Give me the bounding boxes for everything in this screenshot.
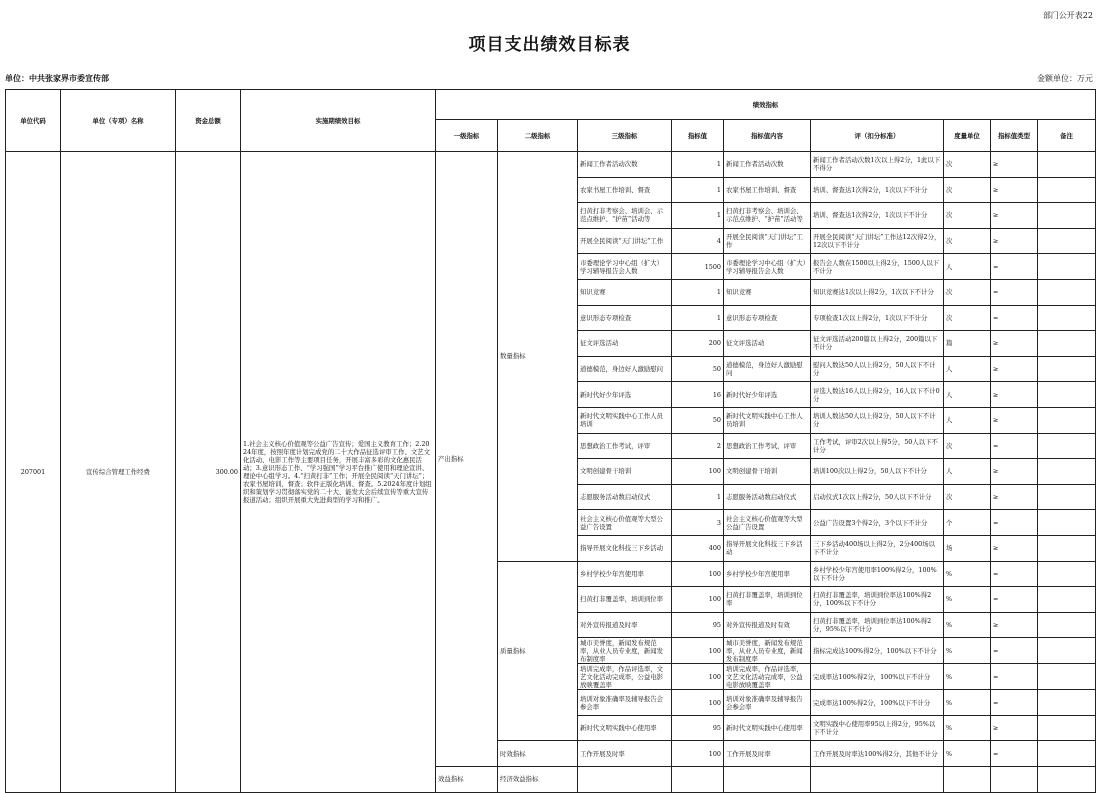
indicator-value-cell: 2	[672, 433, 724, 459]
project-name-cell: 宣传综合管理工作经费	[61, 152, 176, 793]
indicator-content-cell: 培训对象准确率及辅导报告会参会率	[724, 690, 811, 716]
value-type-cell: ≥	[991, 612, 1038, 638]
indicator-value-cell: 1500	[672, 254, 724, 280]
value-type-cell: ≥	[991, 407, 1038, 433]
level3-indicator-cell: 意识形态专项检查	[578, 305, 672, 331]
value-type-cell: =	[991, 587, 1038, 613]
indicator-content-cell: 扫黄打非考察会、培训会、示范点维护、“护苗”活动等	[724, 203, 811, 229]
indicator-content-cell: 知识竞赛	[724, 279, 811, 305]
indicator-value-cell: 100	[672, 690, 724, 716]
measure-unit-cell: 次	[944, 177, 991, 203]
level3-indicator-cell: 对外宣传报道及时率	[578, 612, 672, 638]
level2-economic-cell: 经济效益指标	[498, 767, 578, 793]
remarks-cell	[1038, 767, 1096, 793]
indicator-content-cell: 思想政治工作考试，评审	[724, 433, 811, 459]
level3-indicator-cell: 扫黄打非考察会、培训会、示范点维护、“护苗”活动等	[578, 203, 672, 229]
remarks-cell	[1038, 561, 1096, 587]
level3-indicator-cell: 道德模范，身边好人激励慰问	[578, 356, 672, 382]
value-type-cell: ≥	[991, 356, 1038, 382]
level2-timeliness-cell: 时效指标	[498, 741, 578, 767]
measure-unit-cell	[944, 767, 991, 793]
remarks-cell	[1038, 638, 1096, 664]
remarks-cell	[1038, 587, 1096, 613]
level3-indicator-cell: 培训完成率，作品评选率，文艺文化活动完成率，公益电影放映覆盖率	[578, 664, 672, 690]
scoring-standard-cell: 启动仪式1次以上得2分，50人以下不计分	[811, 484, 944, 510]
indicator-content-cell: 新闻工作者活动次数	[724, 152, 811, 178]
remarks-cell	[1038, 152, 1096, 178]
indicator-content-cell: 道德模范，身边好人激励慰问	[724, 356, 811, 382]
measure-unit-cell: 次	[944, 433, 991, 459]
money-unit-label: 金额单位：万元	[1037, 74, 1093, 83]
scoring-standard-cell: 培训、督查达1次得2分，1次以下不计分	[811, 177, 944, 203]
indicator-value-cell: 1	[672, 203, 724, 229]
indicator-value-cell: 4	[672, 228, 724, 254]
scoring-standard-cell: 专项检查1次以上得2分，1次以下不计分	[811, 305, 944, 331]
header-value-content: 指标值内容	[724, 120, 811, 152]
scoring-standard-cell: 征文评选活动200篇以上得2分，200篇以下不计分	[811, 331, 944, 357]
scoring-standard-cell: 评选人数达16人以上得2分，16人以下不计0分	[811, 382, 944, 408]
measure-unit-cell: 次	[944, 152, 991, 178]
measure-unit-cell: %	[944, 561, 991, 587]
scoring-standard-cell: 知识竞赛达1次以上得2分，1次以下不计分	[811, 279, 944, 305]
level3-indicator-cell: 新时代好少年评选	[578, 382, 672, 408]
scoring-standard-cell: 新闻工作者活动次数1次以上得2分，1此以下不得分	[811, 152, 944, 178]
level2-quality-cell: 质量指标	[498, 561, 578, 741]
indicator-content-cell: 市委理论学习中心组（扩大）学习辅导报告会人数	[724, 254, 811, 280]
scoring-standard-cell: 公益广告设置3个得2分，3个以下不计分	[811, 510, 944, 536]
indicator-content-cell: 农家书屋工作培训、督查	[724, 177, 811, 203]
measure-unit-cell: %	[944, 741, 991, 767]
indicator-content-cell: 新时代好少年评选	[724, 382, 811, 408]
level3-indicator-cell	[578, 767, 672, 793]
level3-indicator-cell: 农家书屋工作培训、督查	[578, 177, 672, 203]
indicator-value-cell: 1	[672, 177, 724, 203]
level3-indicator-cell: 新闻工作者活动次数	[578, 152, 672, 178]
level3-indicator-cell: 知识竞赛	[578, 279, 672, 305]
value-type-cell: ≥	[991, 484, 1038, 510]
scoring-standard-cell: 完成率达100%得2分，100%以下不计分	[811, 690, 944, 716]
level3-indicator-cell: 新时代文明实践中心使用率	[578, 715, 672, 741]
remarks-cell	[1038, 690, 1096, 716]
indicator-value-cell: 100	[672, 638, 724, 664]
remarks-cell	[1038, 664, 1096, 690]
remarks-cell	[1038, 741, 1096, 767]
remarks-cell	[1038, 382, 1096, 408]
remarks-cell	[1038, 612, 1096, 638]
measure-unit-cell: 个	[944, 510, 991, 536]
level2-quantity-cell: 数量指标	[498, 152, 578, 562]
indicator-content-cell: 志愿服务活动数启动仪式	[724, 484, 811, 510]
level3-indicator-cell: 开展全民阅读“天门讲坛”工作	[578, 228, 672, 254]
remarks-cell	[1038, 279, 1096, 305]
level3-indicator-cell: 征文评选活动	[578, 331, 672, 357]
header-value-type: 指标值类型	[991, 120, 1038, 152]
header-scoring: 评（扣分标准）	[811, 120, 944, 152]
indicator-value-cell: 95	[672, 715, 724, 741]
value-type-cell: =	[991, 741, 1038, 767]
remarks-cell	[1038, 484, 1096, 510]
value-type-cell: =	[991, 254, 1038, 280]
indicator-value-cell: 50	[672, 356, 724, 382]
level3-indicator-cell: 工作开展及时率	[578, 741, 672, 767]
value-type-cell: =	[991, 638, 1038, 664]
indicator-value-cell: 1	[672, 152, 724, 178]
scoring-standard-cell: 工作开展及时率达100%得2分，其他不计分	[811, 741, 944, 767]
scoring-standard-cell: 培训、督查达1次得2分，1次以下不计分	[811, 203, 944, 229]
table-row	[6, 152, 1096, 178]
measure-unit-cell: 人	[944, 459, 991, 485]
scoring-standard-cell: 培训人数达50人以上得2分，50人以下不计分	[811, 407, 944, 433]
measure-unit-cell: 次	[944, 279, 991, 305]
indicator-value-cell	[672, 767, 724, 793]
indicator-value-cell: 1	[672, 484, 724, 510]
value-type-cell: ≥	[991, 382, 1038, 408]
remarks-cell	[1038, 433, 1096, 459]
remarks-cell	[1038, 407, 1096, 433]
value-type-cell: ≥	[991, 535, 1038, 561]
level3-indicator-cell: 志愿服务活动数启动仪式	[578, 484, 672, 510]
indicator-value-cell: 16	[672, 382, 724, 408]
scoring-standard-cell: 扫黄打非覆盖率，培训到位率达100%得2分，95%以下不计分	[811, 612, 944, 638]
measure-unit-cell: %	[944, 715, 991, 741]
scoring-standard-cell: 开展全民阅读“天门讲坛”工作达12次得2分，12次以下不计分	[811, 228, 944, 254]
measure-unit-cell: 次	[944, 484, 991, 510]
header-target: 实施期绩效目标	[241, 90, 436, 152]
target-text-cell: 1.社会主义核心价值观等公益广告宣传；爱国主义教育工作；2.2024年度，按照年度计划完成党的二十大作品征选评审工作、文艺文化活动、电影工作等主要项目任务，开展丰富多彩的文化惠民活动；3.意识形态工作、“学习强国”学习平台推广使用和理论宣讲、理论中心组学习。4.“扫黄打非”工作；开展全民阅读“天门讲坛”；农家书屋培训、督查；软件正版化培训、督查。5.2024年度计划组织和策划学习贯彻落实党的二十大、能发大会后续宣传等重大宣传报道活动；组织开展重大先进典型的学习和推广。	[241, 152, 436, 793]
measure-unit-cell: 次	[944, 203, 991, 229]
measure-unit-cell: 次	[944, 228, 991, 254]
indicator-content-cell: 指导开展文化科技三下乡活动	[724, 535, 811, 561]
remarks-cell	[1038, 535, 1096, 561]
indicator-content-cell: 社会主义核心价值观等大型公益广告设置	[724, 510, 811, 536]
indicator-content-cell: 扫黄打非覆盖率，培训到位率	[724, 587, 811, 613]
level1-output-cell: 产出指标	[436, 152, 498, 767]
scoring-standard-cell: 文明实践中心使用率95以上得2分，95%以下不计分	[811, 715, 944, 741]
indicator-content-cell: 征文评选活动	[724, 331, 811, 357]
level1-benefit-cell: 效益指标	[436, 767, 498, 793]
scoring-standard-cell: 三下乡活动400场以上得2分，2分400场以下不计分	[811, 535, 944, 561]
scoring-standard-cell: 报告会人数在1500以上得2分，1500人以下不计分	[811, 254, 944, 280]
scoring-standard-cell: 工作考试，评审2次以上得5分，50人以下不计分	[811, 433, 944, 459]
value-type-cell: =	[991, 561, 1038, 587]
level3-indicator-cell: 社会主义核心价值观等大型公益广告设置	[578, 510, 672, 536]
indicator-value-cell: 50	[672, 407, 724, 433]
value-type-cell: =	[991, 433, 1038, 459]
indicator-value-cell: 100	[672, 664, 724, 690]
level3-indicator-cell: 指导开展文化科技三下乡活动	[578, 535, 672, 561]
scoring-standard-cell: 完成率达100%得2分，100%以下不计分	[811, 664, 944, 690]
remarks-cell	[1038, 177, 1096, 203]
value-type-cell: =	[991, 510, 1038, 536]
header-unit-code: 单位代码	[6, 90, 61, 152]
remarks-cell	[1038, 305, 1096, 331]
indicator-content-cell: 对外宣传报道及时有效	[724, 612, 811, 638]
indicator-content-cell: 开展全民阅读“天门讲坛”工作	[724, 228, 811, 254]
unit-label: 单位：中共张家界市委宣传部	[5, 73, 109, 83]
indicator-value-cell: 100	[672, 561, 724, 587]
value-type-cell: =	[991, 664, 1038, 690]
value-type-cell: ≥	[991, 715, 1038, 741]
measure-unit-cell: %	[944, 664, 991, 690]
level3-indicator-cell: 乡村学校少年宫使用率	[578, 561, 672, 587]
remarks-cell	[1038, 331, 1096, 357]
measure-unit-cell: 场	[944, 535, 991, 561]
header-level1: 一级指标	[436, 120, 498, 152]
header-perf-indicators: 绩效指标	[436, 90, 1096, 120]
measure-unit-cell: 人	[944, 382, 991, 408]
level3-indicator-cell: 培训对象准确率及辅导报告会参会率	[578, 690, 672, 716]
scoring-standard-cell	[811, 767, 944, 793]
value-type-cell: ≥	[991, 177, 1038, 203]
level3-indicator-cell: 新时代文明实践中心工作人员培训	[578, 407, 672, 433]
header-level3: 三级指标	[578, 120, 672, 152]
indicator-value-cell: 95	[672, 612, 724, 638]
measure-unit-cell: 次	[944, 305, 991, 331]
remarks-cell	[1038, 459, 1096, 485]
header-measure-unit: 度量单位	[944, 120, 991, 152]
total-funds-cell: 300.00	[176, 152, 241, 793]
value-type-cell: =	[991, 279, 1038, 305]
header-value: 指标值	[672, 120, 724, 152]
level3-indicator-cell: 文明创建骨干培训	[578, 459, 672, 485]
scoring-standard-cell: 扫黄打非覆盖率，培训到位率达100%得2分，100%以下不计分	[811, 587, 944, 613]
value-type-cell: =	[991, 305, 1038, 331]
indicator-content-cell: 新时代文明实践中心工作人员培训	[724, 407, 811, 433]
measure-unit-cell: %	[944, 638, 991, 664]
remarks-cell	[1038, 254, 1096, 280]
indicator-content-cell: 工作开展及时率	[724, 741, 811, 767]
remarks-cell	[1038, 510, 1096, 536]
table-number-label: 部门公开表22	[1042, 11, 1093, 20]
remarks-cell	[1038, 203, 1096, 229]
indicator-content-cell: 城市美誉度，新闻发布规范率，从业人员专业度，新闻发布制度率	[724, 638, 811, 664]
indicator-value-cell: 100	[672, 459, 724, 485]
level3-indicator-cell: 思想政治工作考试，评审	[578, 433, 672, 459]
indicator-value-cell: 1	[672, 305, 724, 331]
remarks-cell	[1038, 356, 1096, 382]
indicator-content-cell: 培训完成率，作品评选率，文艺文化活动完成率，公益电影放映覆盖率	[724, 664, 811, 690]
indicator-content-cell: 新时代文明实践中心使用率	[724, 715, 811, 741]
remarks-cell	[1038, 715, 1096, 741]
remarks-cell	[1038, 228, 1096, 254]
indicator-content-cell: 意识形态专项检查	[724, 305, 811, 331]
indicator-value-cell: 3	[672, 510, 724, 536]
value-type-cell: ≥	[991, 331, 1038, 357]
value-type-cell: =	[991, 690, 1038, 716]
value-type-cell	[991, 767, 1038, 793]
indicator-value-cell: 1	[672, 279, 724, 305]
measure-unit-cell: 人	[944, 254, 991, 280]
header-total-funds: 资金总额	[176, 90, 241, 152]
level3-indicator-cell: 扫黄打非覆盖率，培训到位率	[578, 587, 672, 613]
header-project-name: 单位（专项）名称	[61, 90, 176, 152]
measure-unit-cell: 人	[944, 356, 991, 382]
level3-indicator-cell: 市委理论学习中心组（扩大）学习辅导报告会人数	[578, 254, 672, 280]
scoring-standard-cell: 培训100次以上得2分，50人以下不计分	[811, 459, 944, 485]
indicator-content-cell	[724, 767, 811, 793]
scoring-standard-cell: 慰问人数达50人以上得2分，50人以下不计分	[811, 356, 944, 382]
indicator-content-cell: 乡村学校少年宫使用率	[724, 561, 811, 587]
page-title: 项目支出绩效目标表	[468, 35, 631, 55]
measure-unit-cell: %	[944, 612, 991, 638]
header-remarks: 备注	[1038, 120, 1096, 152]
scoring-standard-cell: 指标完成达100%得2分，100%以下不计分	[811, 638, 944, 664]
scoring-standard-cell: 乡村学校少年宫使用率100%得2分，100%以下不计分	[811, 561, 944, 587]
measure-unit-cell: 篇	[944, 331, 991, 357]
header-level2: 二级指标	[498, 120, 578, 152]
value-type-cell: ≥	[991, 459, 1038, 485]
measure-unit-cell: %	[944, 587, 991, 613]
indicator-value-cell: 400	[672, 535, 724, 561]
value-type-cell: ≥	[991, 152, 1038, 178]
measure-unit-cell: %	[944, 690, 991, 716]
indicator-value-cell: 100	[672, 741, 724, 767]
indicator-content-cell: 文明创建骨干培训	[724, 459, 811, 485]
measure-unit-cell: 人	[944, 407, 991, 433]
level3-indicator-cell: 城市美誉度，新闻发布规范率，从业人员专业度，新闻发布制度率	[578, 638, 672, 664]
performance-target-table	[5, 89, 1096, 793]
value-type-cell: ≥	[991, 228, 1038, 254]
value-type-cell: ≥	[991, 203, 1038, 229]
indicator-value-cell: 100	[672, 587, 724, 613]
unit-code-cell: 207001	[6, 152, 61, 793]
indicator-value-cell: 200	[672, 331, 724, 357]
